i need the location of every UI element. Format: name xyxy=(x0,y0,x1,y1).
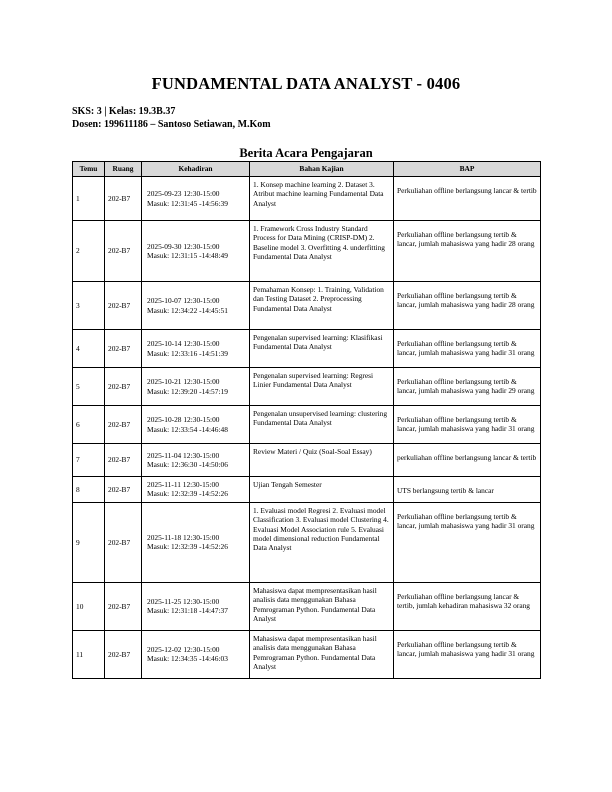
cell-kehadiran xyxy=(142,582,250,630)
cell-kehadiran xyxy=(142,368,250,406)
kehadiran-masuk: Masuk: 12:36:30 -14:50:06 xyxy=(147,460,228,469)
header-temu: Temu xyxy=(73,162,105,177)
kehadiran-masuk: Masuk: 12:33:16 -14:51:39 xyxy=(147,348,228,358)
cell-temu: 5 xyxy=(73,368,105,406)
table-row xyxy=(73,368,541,406)
course-meta-sks-kelas: SKS: 3 | Kelas: 19.3B.37 xyxy=(72,106,176,117)
cell-ruang: 202-B7 xyxy=(105,282,142,330)
cell-kehadiran xyxy=(142,282,250,330)
kehadiran-jadwal: 2025-11-25 12:30-15:00 xyxy=(147,596,220,606)
cell-bahan-kajian: Pengenalan supervised learning: Klasifikasi Fundamental Data Analyst xyxy=(250,330,394,368)
cell-bahan-kajian: Pengenalan supervised learning: Regresi Linier Fundamental Data Analyst xyxy=(250,368,394,406)
cell-temu: 11 xyxy=(73,630,105,678)
cell-ruang: 202-B7 xyxy=(105,582,142,630)
cell-bahan-kajian: Pengenalan unsupervised learning: clustering Fundamental Data Analyst xyxy=(250,406,394,444)
cell-ruang: 202-B7 xyxy=(105,330,142,368)
kehadiran-jadwal: 2025-10-07 12:30-15:00 xyxy=(147,296,220,306)
cell-ruang: 202-B7 xyxy=(105,477,142,503)
cell-bap: Perkuliahan offline berlangsung tertib & lancar, jumlah mahasiswa yang hadir 28 orang xyxy=(394,221,541,282)
header-bap: BAP xyxy=(394,162,541,177)
cell-bap: Perkuliahan offline berlangsung lancar & tertib, jumlah kehadiran mahasiswa 32 orang xyxy=(394,582,541,630)
table-row xyxy=(73,406,541,444)
kehadiran-jadwal: 2025-10-21 12:30-15:00 xyxy=(147,377,220,387)
cell-bap: UTS berlangsung tertib & lancar xyxy=(394,477,541,503)
cell-kehadiran xyxy=(142,221,250,282)
table-row xyxy=(73,177,541,221)
table-row xyxy=(73,282,541,330)
cell-temu: 3 xyxy=(73,282,105,330)
cell-kehadiran xyxy=(142,502,250,582)
kehadiran-masuk: Masuk: 12:33:54 -14:46:48 xyxy=(147,424,228,434)
header-bahan-kajian: Bahan Kajian xyxy=(250,162,394,177)
section-title: Berita Acara Pengajaran xyxy=(239,146,373,160)
kehadiran-masuk: Masuk: 12:39:20 -14:57:19 xyxy=(147,386,228,396)
cell-temu: 6 xyxy=(73,406,105,444)
kehadiran-jadwal: 2025-09-30 12:30-15:00 xyxy=(147,241,220,251)
table-row xyxy=(73,477,541,503)
kehadiran-jadwal: 2025-11-04 12:30-15:00 xyxy=(147,450,220,460)
cell-kehadiran xyxy=(142,630,250,678)
kehadiran-masuk: Masuk: 12:34:35 -14:46:03 xyxy=(147,654,228,664)
cell-temu: 4 xyxy=(73,330,105,368)
kehadiran-masuk: Masuk: 12:31:18 -14:47:37 xyxy=(147,606,228,616)
table-row xyxy=(73,582,541,630)
cell-temu: 10 xyxy=(73,582,105,630)
cell-kehadiran xyxy=(142,177,250,221)
cell-ruang: 202-B7 xyxy=(105,630,142,678)
kehadiran-jadwal: 2025-10-28 12:30-15:00 xyxy=(147,415,220,425)
cell-bap: Perkuliahan offline berlangsung tertib & lancar, jumlah mahasiswa yang hadir 28 orang xyxy=(394,282,541,330)
cell-ruang: 202-B7 xyxy=(105,502,142,582)
course-meta-dosen: Dosen: 199611186 – Santoso Setiawan, M.Kom xyxy=(72,119,271,130)
cell-bap: Perkuliahan offline berlangsung tertib & lancar, jumlah mahasiswa yang hadir 31 orang xyxy=(394,630,541,678)
table-row xyxy=(73,221,541,282)
cell-temu: 2 xyxy=(73,221,105,282)
cell-bahan-kajian: Mahasiswa dapat mempresentasikan hasil analisis data menggunakan Bahasa Pemrograman Python. Fundamental Data Analyst xyxy=(250,582,394,630)
cell-temu: 9 xyxy=(73,502,105,582)
cell-temu: 8 xyxy=(73,477,105,503)
table-row xyxy=(73,502,541,582)
cell-bahan-kajian: Review Materi / Quiz (Soal-Soal Essay) xyxy=(250,444,394,477)
attendance-table xyxy=(72,161,541,679)
cell-ruang: 202-B7 xyxy=(105,221,142,282)
cell-kehadiran xyxy=(142,330,250,368)
kehadiran-jadwal: 2025-11-11 12:30-15:00 xyxy=(147,480,219,489)
kehadiran-jadwal: 2025-09-23 12:30-15:00 xyxy=(147,189,220,199)
kehadiran-masuk: Masuk: 12:32:39 -14:52:26 xyxy=(147,489,228,499)
cell-bahan-kajian: 1. Evaluasi model Regresi 2. Evaluasi model Classification 3. Evaluasi model Clustering 4. Evaluasi Model Association rule 5. Evaluasi model dimensional reduction Fundamental Data Analyst xyxy=(250,502,394,582)
header-kehadiran: Kehadiran xyxy=(142,162,250,177)
cell-kehadiran xyxy=(142,444,250,477)
cell-bap: Perkuliahan offline berlangsung lancar & tertib xyxy=(394,177,541,221)
kehadiran-masuk: Masuk: 12:34:22 -14:45:51 xyxy=(147,305,228,315)
cell-bahan-kajian: 1. Konsep machine learning 2. Dataset 3. Atribut machine learning Fundamental Data Analyst xyxy=(250,177,394,221)
table-row xyxy=(73,444,541,477)
cell-bahan-kajian: 1. Framework Cross Industry Standard Process for Data Mining (CRISP-DM) 2. Baseline model 3. Overfitting 4. underfitting Fundamental Data Analyst xyxy=(250,221,394,282)
kehadiran-masuk: Masuk: 12:32:39 -14:52:26 xyxy=(147,542,228,552)
cell-bahan-kajian: Mahasiswa dapat mempresentasikan hasil analisis data menggunakan Bahasa Pemrograman Python. Fundamental Data Analyst xyxy=(250,630,394,678)
header-ruang: Ruang xyxy=(105,162,142,177)
cell-ruang: 202-B7 xyxy=(105,177,142,221)
cell-ruang: 202-B7 xyxy=(105,368,142,406)
table-row xyxy=(73,330,541,368)
cell-bap: Perkuliahan offline berlangsung tertib & lancar, jumlah mahasiswa yang hadir 31 orang xyxy=(394,502,541,582)
kehadiran-masuk: Masuk: 12:31:45 -14:56:39 xyxy=(147,198,228,208)
kehadiran-jadwal: 2025-10-14 12:30-15:00 xyxy=(147,339,220,349)
cell-temu: 1 xyxy=(73,177,105,221)
cell-temu: 7 xyxy=(73,444,105,477)
table-header-row xyxy=(73,162,541,177)
cell-bap: Perkuliahan offline berlangsung tertib & lancar, jumlah mahasiswa yang hadir 31 orang xyxy=(394,406,541,444)
cell-bap: Perkuliahan offline berlangsung tertib & lancar, jumlah mahasiswa yang hadir 29 orang xyxy=(394,368,541,406)
table-row xyxy=(73,630,541,678)
kehadiran-jadwal: 2025-11-18 12:30-15:00 xyxy=(147,532,220,542)
cell-ruang: 202-B7 xyxy=(105,406,142,444)
cell-bahan-kajian: Ujian Tengah Semester xyxy=(250,477,394,503)
kehadiran-jadwal: 2025-12-02 12:30-15:00 xyxy=(147,644,220,654)
cell-ruang: 202-B7 xyxy=(105,444,142,477)
cell-bap: perkuliahan offline berlangsung lancar & tertib xyxy=(394,444,541,477)
cell-bap: Perkuliahan offline berlangsung tertib & lancar, jumlah mahasiswa yang hadir 31 orang xyxy=(394,330,541,368)
cell-kehadiran xyxy=(142,406,250,444)
document-title: FUNDAMENTAL DATA ANALYST - 0406 xyxy=(151,74,461,93)
kehadiran-masuk: Masuk: 12:31:15 -14:48:49 xyxy=(147,251,228,260)
cell-kehadiran xyxy=(142,477,250,503)
cell-bahan-kajian: Pemahaman Konsep: 1. Training, Validation dan Testing Dataset 2. Preprocessing Fundamental Data Analyst xyxy=(250,282,394,330)
